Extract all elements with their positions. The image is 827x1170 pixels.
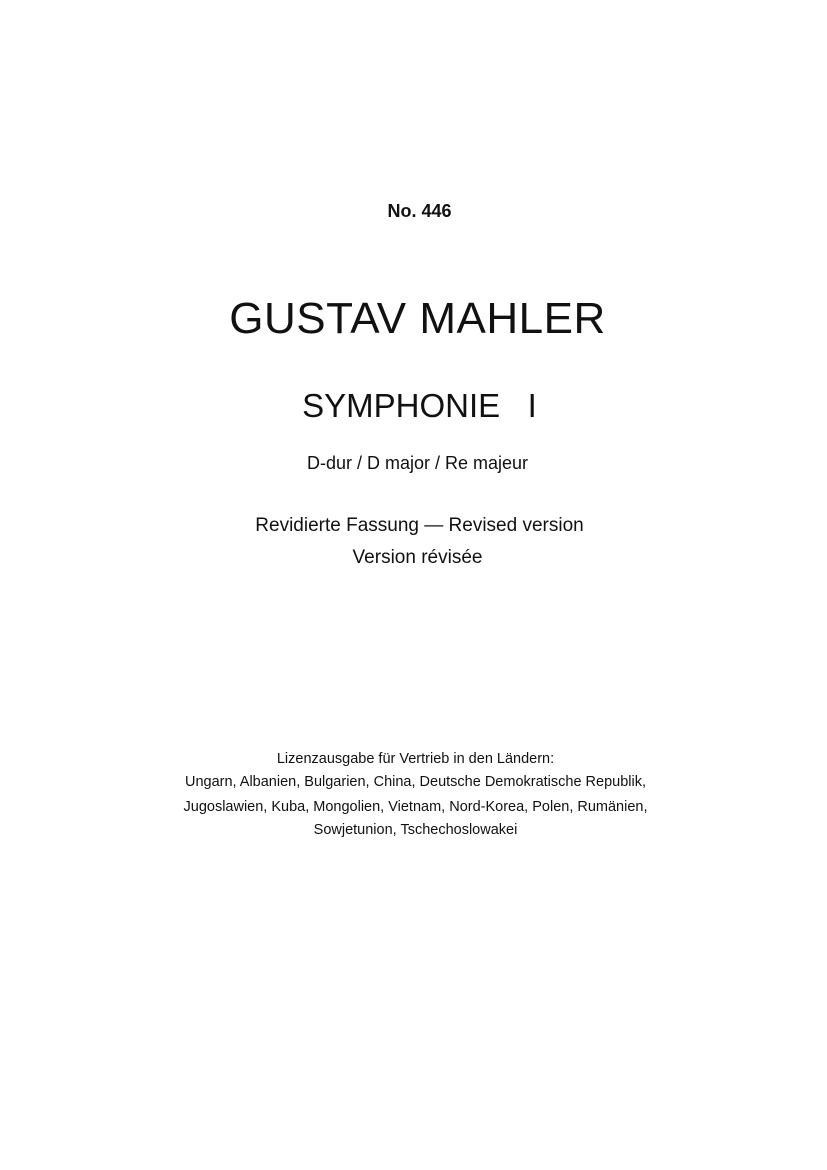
license-countries-line-1: Ungarn, Albanien, Bulgarien, China, Deutsche Demokratische Republik, [184, 774, 647, 790]
version-line-2: Version révisée [352, 547, 483, 568]
license-countries-line-3: Sowjetunion, Tschechoslowakei [313, 822, 518, 838]
composer-name: GUSTAV MAHLER [229, 294, 606, 343]
key-signature: D-dur / D major / Re majeur [306, 453, 529, 473]
version-line-1: Revidierte Fassung — Revised version [255, 515, 584, 536]
catalog-number: No. 446 [387, 201, 452, 221]
work-title: SYMPHONIE I [302, 387, 537, 424]
license-countries-line-2: Jugoslawien, Kuba, Mongolien, Vietnam, Nord-Korea, Polen, Rumänien, [183, 799, 648, 815]
license-intro: Lizenzausgabe für Vertrieb in den Ländern: [276, 751, 555, 767]
